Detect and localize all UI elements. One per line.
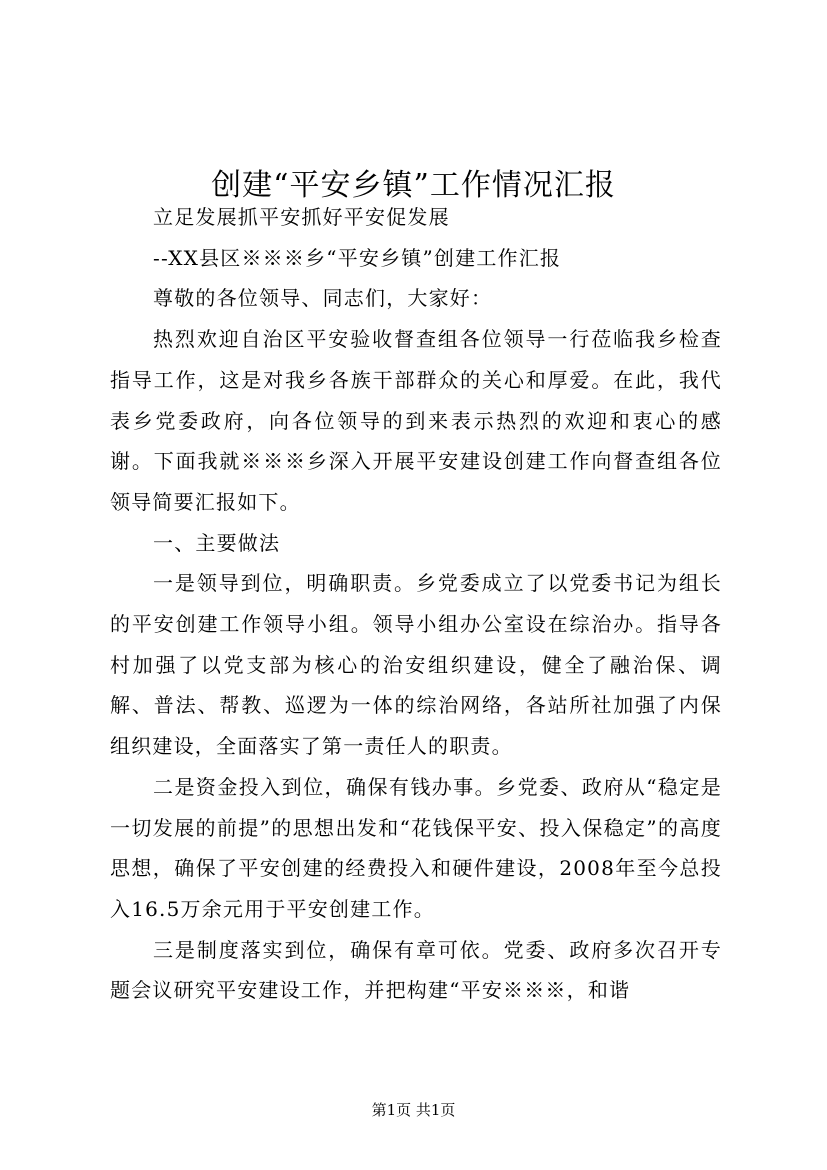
report-source-line: --XX县区※※※乡“平安乡镇”创建工作汇报: [153, 245, 562, 270]
system-paragraph: 三是制度落实到位，确保有章可依。党委、政府多次召开专题会议研究平安建设工作，并把构建“平安※※※，和谐: [110, 937, 722, 1003]
page-footer: 第1页 共1页: [371, 1101, 456, 1119]
welcome-paragraph: 热烈欢迎自治区平安验收督查组各位领导一行莅临我乡检查指导工作，这是对我乡各族干部群众的关心和厚爱。在此，我代表乡党委政府，向各位领导的到来表示热烈的欢迎和衷心的感谢。下面我就※※※乡深入开展平安建设创建工作向督查组各位领导简要汇报如下。: [110, 327, 722, 514]
section-heading-main-practices: 一、主要做法: [153, 530, 281, 555]
leadership-paragraph: 一是领导到位，明确职责。乡党委成立了以党委书记为组长的平安创建工作领导小组。领导小组办公室设在综治办。指导各村加强了以党支部为核心的治安组织建设，健全了融治保、调解、普法、帮教、巡逻为一体的综治网络，各站所社加强了内保组织建设，全面落实了第一责任人的职责。: [110, 571, 722, 759]
subtitle-paragraph: 立足发展抓平安抓好平安促发展: [153, 205, 450, 229]
greeting-paragraph: 尊敬的各位领导、同志们，大家好：: [153, 286, 493, 311]
funding-paragraph: 二是资金投入到位，确保有钱办事。乡党委、政府从“稳定是一切发展的前提”的思想出发和“花钱保平安、投入保稳定”的高度思想，确保了平安创建的经费投入和硬件建设，2008年至今总投入16.5万余元用于平安创建工作。: [110, 774, 722, 921]
document-body: [110, 197, 722, 1011]
document-title: 创建“平安乡镇”工作情况汇报: [211, 168, 616, 204]
